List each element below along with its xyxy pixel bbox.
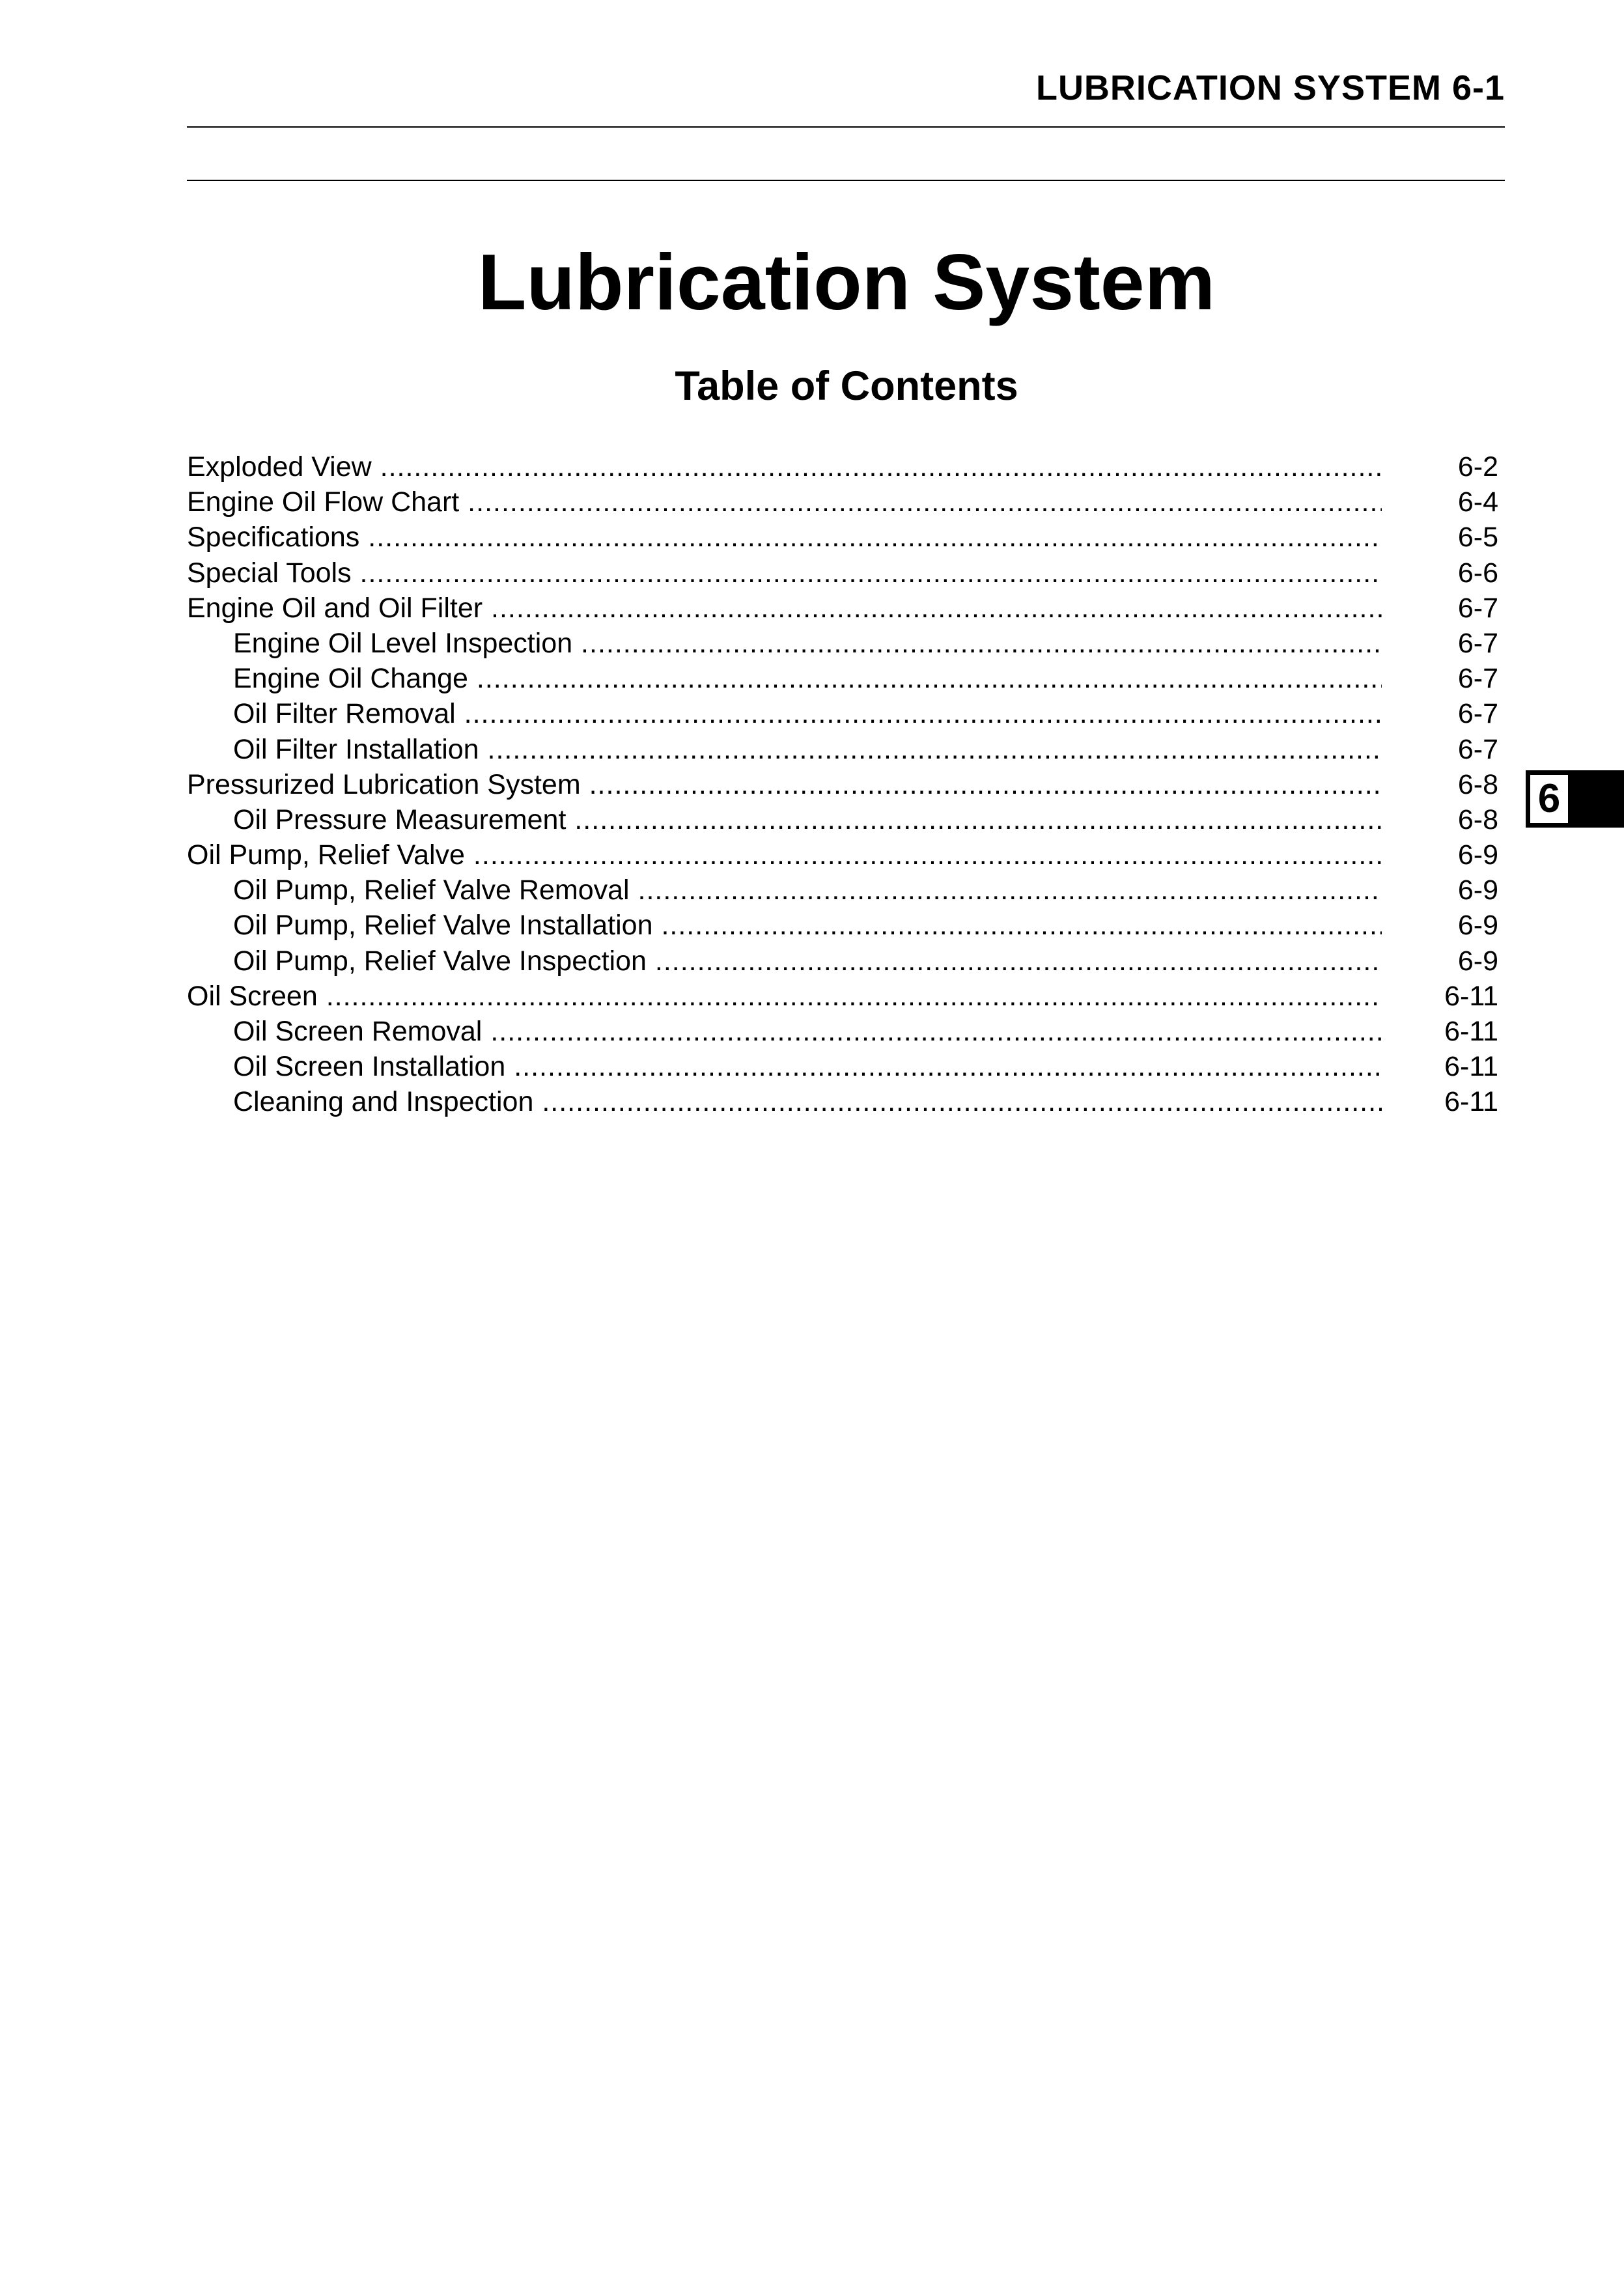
toc-entry-oil-pressure-measurement[interactable] [187,802,1498,837]
toc-entry-label: Oil Screen Installation ..... [233,1049,1382,1084]
toc-entry-page: 6-9 [1457,945,1498,977]
toc-entry-label: Oil Filter Installation ..... [233,732,1382,767]
toc-entry-page: 6-11 [1444,1016,1498,1047]
chapter-title: Lubrication System [477,238,1216,326]
toc-entry-page: 6-5 [1457,522,1498,553]
toc-entry-page: 6-7 [1457,627,1498,659]
toc-entry-oil-pump-relief-valve-removal[interactable] [187,873,1498,908]
toc-entry-label: Engine Oil Change ..... [233,661,1382,696]
toc-entry-page: 6-11 [1444,980,1498,1012]
toc-entry-engine-oil-level-inspection[interactable] [187,626,1498,661]
toc-entry-page: 6-7 [1457,592,1498,624]
toc-entry-page: 6-11 [1444,1086,1498,1118]
toc-entry-label: Oil Pump, Relief Valve Removal ..... [233,873,1382,908]
chapter-tab-number: 6 [1528,773,1570,825]
toc-entry-page: 6-8 [1457,804,1498,835]
header-rule-top [187,126,1505,128]
toc-entry-oil-filter-installation[interactable] [187,732,1498,767]
toc-entry-label: Engine Oil and Oil Filter ..... [187,591,1382,626]
toc-entry-label: Specifications ..... [187,520,1382,555]
toc-entry-label: Pressurized Lubrication System ..... [187,767,1382,802]
toc-entry-label: Oil Filter Removal ..... [233,696,1382,731]
toc-entry-oil-pump-relief-valve[interactable] [187,837,1498,873]
toc-entry-oil-filter-removal[interactable] [187,696,1498,731]
toc-entry-label: Oil Screen Removal ..... [233,1014,1382,1049]
toc-entry-page: 6-9 [1457,874,1498,906]
toc-entry-label: Oil Pressure Measurement ..... [233,802,1382,837]
toc-entry-page: 6-11 [1444,1051,1498,1083]
toc-entry-engine-oil-flow-chart[interactable] [187,484,1498,520]
toc-entry-pressurized-lubrication-system[interactable] [187,767,1498,802]
toc-entry-page: 6-7 [1457,663,1498,695]
toc-entry-label: Special Tools ..... [187,555,1382,591]
toc-entry-page: 6-7 [1457,733,1498,765]
toc-entry-label: Exploded View ..... [187,449,1382,484]
toc-entry-engine-oil-and-oil-filter[interactable] [187,591,1498,626]
toc-entry-oil-screen-removal[interactable] [187,1014,1498,1049]
toc-entry-label: Engine Oil Flow Chart ..... [187,484,1382,520]
chapter-tab[interactable] [1526,770,1624,828]
toc-entry-page: 6-4 [1457,486,1498,518]
toc-entry-label: Oil Pump, Relief Valve ..... [187,837,1382,873]
toc-entry-exploded-view[interactable] [187,449,1498,484]
toc-entry-engine-oil-change[interactable] [187,661,1498,696]
toc-entry-label: Oil Pump, Relief Valve Inspection ..... [233,943,1382,979]
toc-entry-page: 6-2 [1457,451,1498,482]
toc-entry-oil-pump-relief-valve-installation[interactable] [187,908,1498,943]
toc-entry-page: 6-6 [1457,557,1498,589]
toc-entry-special-tools[interactable] [187,555,1498,591]
toc-entry-page: 6-9 [1457,910,1498,942]
running-head: LUBRICATION SYSTEM 6-1 [1035,68,1505,107]
toc-entry-page: 6-9 [1457,839,1498,871]
toc-heading: Table of Contents [675,363,1018,409]
toc-entry-oil-pump-relief-valve-inspection[interactable] [187,943,1498,979]
toc-entry-oil-screen[interactable] [187,979,1498,1014]
table-of-contents [187,449,1498,1120]
toc-entry-page: 6-8 [1457,768,1498,800]
toc-entry-page: 6-7 [1457,698,1498,730]
toc-entry-specifications[interactable] [187,520,1498,555]
toc-entry-label: Oil Pump, Relief Valve Installation ..... [233,908,1382,943]
toc-entry-label: Engine Oil Level Inspection ..... [233,626,1382,661]
toc-entry-cleaning-and-inspection[interactable] [187,1084,1498,1119]
toc-entry-oil-screen-installation[interactable] [187,1049,1498,1084]
toc-entry-label: Oil Screen ..... [187,979,1382,1014]
toc-entry-label: Cleaning and Inspection ..... [233,1084,1382,1119]
header-rule-bottom [187,180,1505,181]
